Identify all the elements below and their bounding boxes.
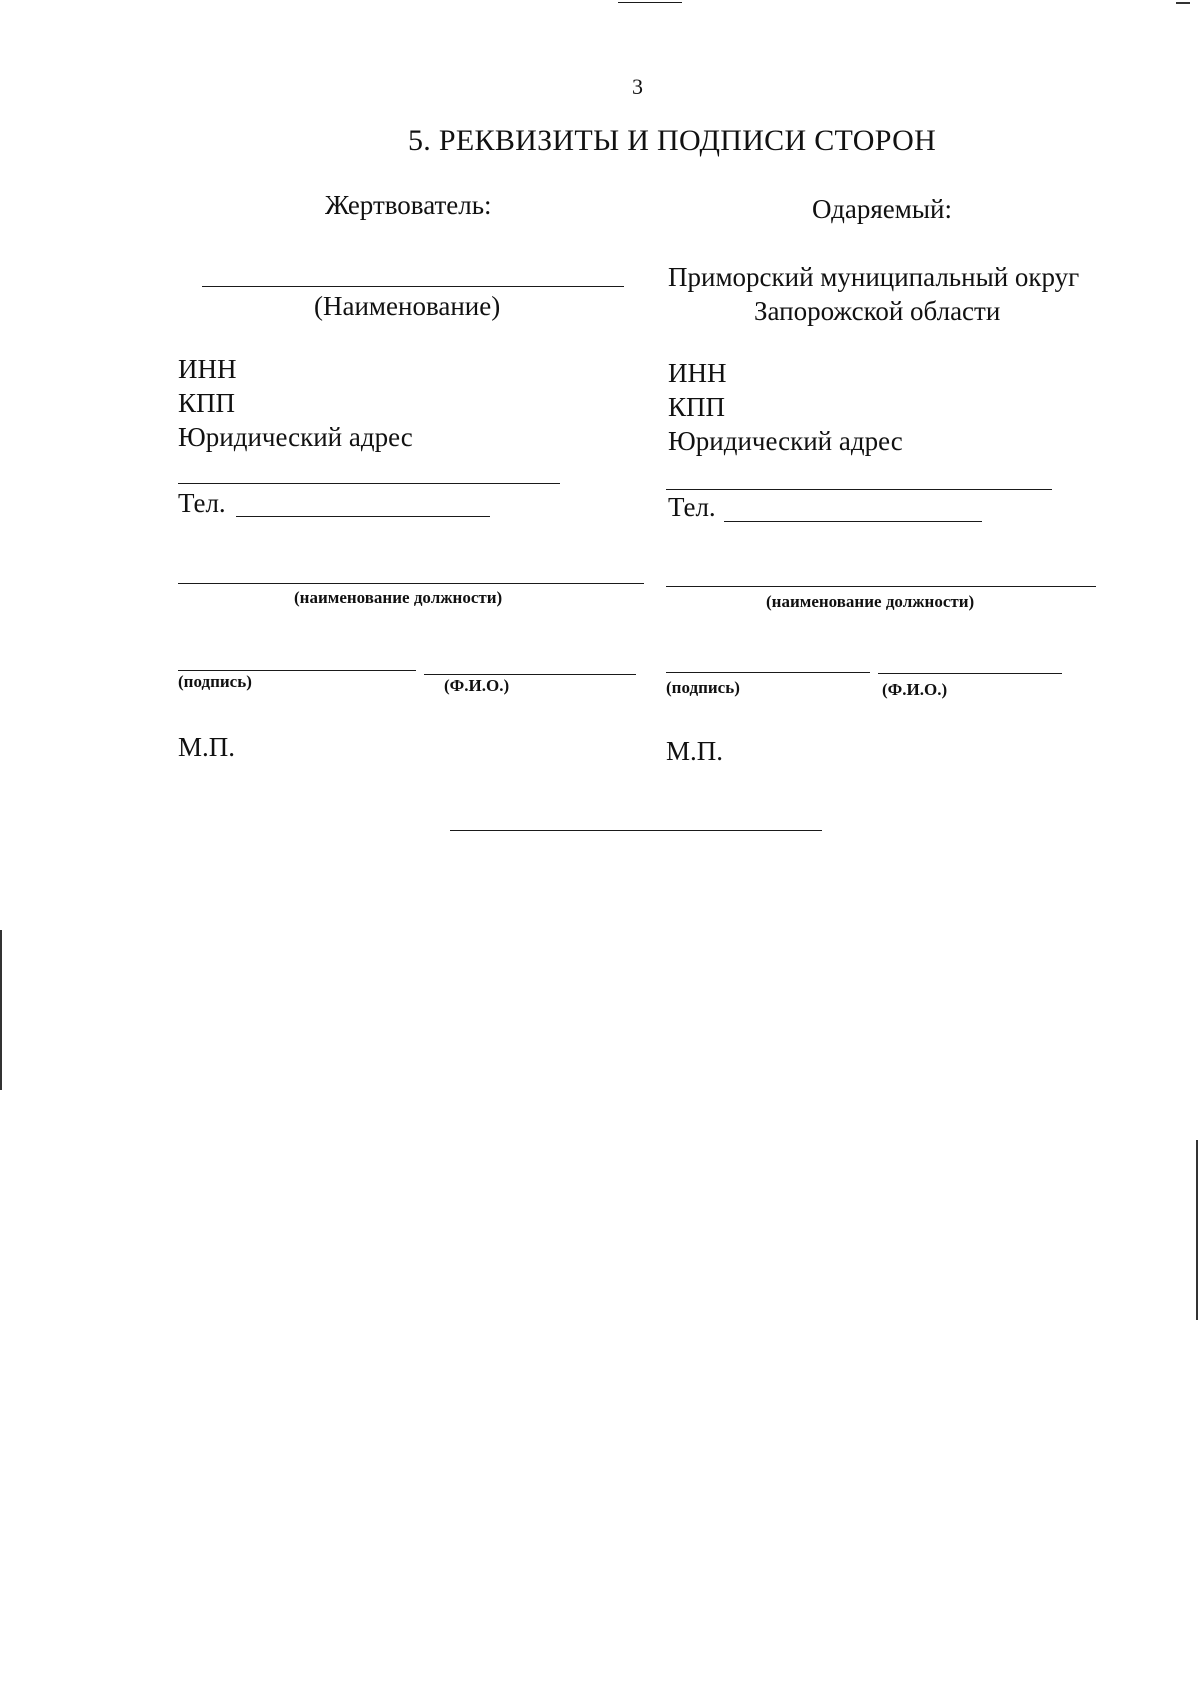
donor-name-caption: (Наименование) [314, 291, 501, 321]
recipient-phone-label: Тел. [668, 492, 716, 522]
recipient-address-label: Юридический адрес [668, 426, 903, 456]
closing-rule [450, 830, 822, 831]
recipient-fio-caption: (Ф.И.О.) [882, 680, 948, 699]
recipient-fio-line[interactable] [878, 673, 1062, 674]
donor-name-line[interactable] [202, 286, 624, 287]
donor-position-line[interactable] [178, 583, 644, 584]
recipient-stamp-label: М.П. [666, 736, 724, 766]
donor-phone-line[interactable] [236, 516, 490, 517]
scan-artifact [1196, 1140, 1198, 1320]
donor-kpp-label: КПП [178, 388, 236, 418]
donor-inn-label: ИНН [178, 354, 237, 384]
donor-position-caption: (наименование должности) [294, 588, 503, 607]
page-number: 3 [632, 74, 643, 99]
recipient-position-line[interactable] [666, 586, 1096, 587]
recipient-name-line1: Приморский муниципальный округ [668, 262, 1080, 292]
recipient-heading: Одаряемый: [812, 194, 952, 224]
donor-phone-label: Тел. [178, 488, 226, 518]
donor-signature-caption: (подпись) [178, 672, 252, 691]
scan-artifact [618, 2, 682, 3]
donor-fio-caption: (Ф.И.О.) [444, 676, 510, 695]
section-title: 5. РЕКВИЗИТЫ И ПОДПИСИ СТОРОН [408, 124, 937, 157]
donor-address-label: Юридический адрес [178, 422, 413, 452]
scan-artifact [0, 930, 2, 1090]
recipient-inn-label: ИНН [668, 358, 727, 388]
recipient-kpp-label: КПП [668, 392, 726, 422]
donor-heading: Жертвователь: [325, 190, 492, 220]
scan-artifact [1176, 2, 1190, 4]
recipient-signature-line[interactable] [666, 672, 870, 673]
recipient-address-line[interactable] [666, 489, 1052, 490]
donor-address-line[interactable] [178, 483, 560, 484]
donor-fio-line[interactable] [424, 674, 636, 675]
recipient-position-caption: (наименование должности) [766, 592, 975, 611]
recipient-phone-line[interactable] [724, 521, 982, 522]
recipient-name-line2: Запорожской области [754, 296, 1001, 326]
donor-signature-line[interactable] [178, 670, 416, 671]
recipient-signature-caption: (подпись) [666, 678, 740, 697]
donor-stamp-label: М.П. [178, 732, 236, 762]
